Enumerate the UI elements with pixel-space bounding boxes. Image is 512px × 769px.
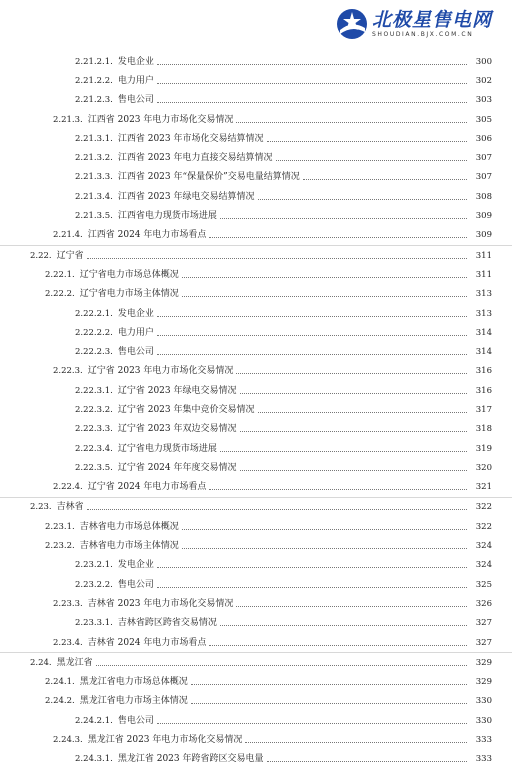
toc-dot-leader <box>157 586 467 588</box>
toc-entry-page: 307 <box>475 172 492 183</box>
toc-entry-number: 2.21.2.1. <box>75 56 113 67</box>
table-of-contents <box>0 52 512 769</box>
toc-entry-title: 江西省 2023 年“保量保价”交易电量结算情况 <box>117 172 300 183</box>
toc-dot-leader <box>87 257 467 259</box>
toc-dot-leader <box>258 198 468 200</box>
toc-entry-number: 2.24.2.1. <box>75 715 113 726</box>
toc-entry-page: 316 <box>475 385 492 396</box>
toc-dot-leader <box>157 566 467 568</box>
toc-entry-number: 2.22.3.5. <box>75 462 113 473</box>
toc-dot-leader <box>220 217 467 219</box>
toc-entry-number: 2.24.1. <box>45 677 75 688</box>
toc-entry-title: 江西省 2023 年电力直接交易结算情况 <box>117 153 273 164</box>
toc-entry-number: 2.22.2.1. <box>75 308 113 319</box>
toc-entry-page: 324 <box>475 560 492 571</box>
toc-entry-title: 发电企业 <box>117 56 154 67</box>
toc-entry[interactable] <box>0 148 512 167</box>
toc-entry[interactable] <box>0 91 512 110</box>
toc-entry-page: 303 <box>475 95 492 106</box>
toc-entry-number: 2.22.3.4. <box>75 443 113 454</box>
toc-entry-title: 辽宁省 2023 年绿电交易情况 <box>117 385 237 396</box>
toc-entry-page: 306 <box>475 133 492 144</box>
toc-entry-number: 2.21.3.1. <box>75 133 113 144</box>
toc-dot-leader <box>157 315 467 317</box>
toc-entry-number: 2.24.3. <box>53 735 83 746</box>
toc-entry-title: 黑龙江省电力市场主体情况 <box>79 696 188 707</box>
toc-entry-title: 辽宁省 2024 年年度交易情况 <box>117 462 237 473</box>
toc-entry[interactable] <box>0 110 512 129</box>
toc-entry-number: 2.24. <box>30 657 52 668</box>
toc-entry-page: 329 <box>475 657 492 668</box>
toc-dot-leader <box>209 236 467 238</box>
toc-entry-number: 2.22.4. <box>53 482 83 493</box>
toc-entry-title: 辽宁省 2024 年电力市场看点 <box>87 482 207 493</box>
toc-dot-leader <box>303 178 467 180</box>
toc-dot-leader <box>182 547 467 549</box>
toc-entry-title: 发电企业 <box>117 308 154 319</box>
toc-dot-leader <box>267 760 468 762</box>
toc-entry-page: 330 <box>475 715 492 726</box>
toc-dot-leader <box>157 334 467 336</box>
toc-entry-number: 2.23.2.2. <box>75 579 113 590</box>
toc-entry-page: 300 <box>475 56 492 67</box>
toc-entry-title: 黑龙江省 2023 年跨省跨区交易电量 <box>117 754 264 765</box>
toc-dot-leader <box>245 741 467 743</box>
toc-entry-page: 309 <box>475 211 492 222</box>
north-star-logo-icon <box>336 8 368 40</box>
toc-dot-leader <box>157 82 467 84</box>
toc-entry-page: 302 <box>475 75 492 86</box>
toc-entry-title: 辽宁省 2023 年双边交易情况 <box>117 424 237 435</box>
toc-entry-number: 2.23. <box>30 502 52 513</box>
toc-dot-leader <box>209 488 467 490</box>
toc-entry-title: 吉林省跨区跨省交易情况 <box>117 618 217 629</box>
toc-entry-number: 2.24.3.1. <box>75 754 113 765</box>
toc-entry-number: 2.23.1. <box>45 521 75 532</box>
toc-entry[interactable] <box>0 614 512 633</box>
toc-entry-page: 311 <box>475 250 492 261</box>
toc-dot-leader <box>157 63 467 65</box>
toc-dot-leader <box>220 624 467 626</box>
toc-dot-leader <box>276 159 468 161</box>
toc-entry-page: 309 <box>475 230 492 241</box>
toc-entry-title: 江西省 2023 年绿电交易结算情况 <box>117 191 255 202</box>
toc-entry-page: 313 <box>475 289 492 300</box>
toc-entry-title: 发电企业 <box>117 560 154 571</box>
toc-entry-page: 322 <box>475 502 492 513</box>
toc-dot-leader <box>236 372 467 374</box>
toc-entry-page: 330 <box>475 696 492 707</box>
toc-entry-title: 黑龙江省 <box>56 657 93 668</box>
toc-entry-page: 318 <box>475 424 492 435</box>
toc-entry[interactable] <box>0 71 512 90</box>
toc-entry-number: 2.21.3.5. <box>75 211 113 222</box>
toc-entry-title: 售电公司 <box>117 715 154 726</box>
toc-entry-page: 307 <box>475 153 492 164</box>
toc-dot-leader <box>157 101 467 103</box>
toc-entry-number: 2.23.3.1. <box>75 618 113 629</box>
toc-entry-number: 2.22.2. <box>45 289 75 300</box>
toc-entry[interactable] <box>0 556 512 575</box>
toc-dot-leader <box>157 722 467 724</box>
toc-entry-title: 吉林省 <box>56 502 84 513</box>
toc-entry-number: 2.22.3.2. <box>75 404 113 415</box>
toc-entry[interactable] <box>0 652 512 672</box>
toc-entry[interactable] <box>0 245 512 265</box>
toc-entry-page: 327 <box>475 618 492 629</box>
toc-entry-title: 江西省 2023 年电力市场化交易情况 <box>87 114 234 125</box>
toc-entry-title: 江西省 2024 年电力市场看点 <box>87 230 207 241</box>
brand-logo <box>336 8 492 40</box>
toc-entry-page: 316 <box>475 366 492 377</box>
toc-entry-number: 2.23.2. <box>45 541 75 552</box>
toc-entry-number: 2.21.2.2. <box>75 75 113 86</box>
toc-dot-leader <box>240 469 468 471</box>
toc-entry[interactable] <box>0 187 512 206</box>
toc-entry-number: 2.21.2.3. <box>75 95 113 106</box>
toc-entry-number: 2.21.3.3. <box>75 172 113 183</box>
toc-entry[interactable] <box>0 458 512 477</box>
toc-entry[interactable] <box>0 381 512 400</box>
toc-entry-page: 325 <box>475 579 492 590</box>
toc-entry-title: 江西省电力现货市场进展 <box>117 211 217 222</box>
toc-entry-title: 吉林省电力市场总体概况 <box>79 521 179 532</box>
brand-url: SHOUDIAN.BJX.COM.CN <box>371 30 474 38</box>
toc-entry-page: 314 <box>475 327 492 338</box>
toc-entry[interactable] <box>0 285 512 304</box>
toc-entry-title: 吉林省 2024 年电力市场看点 <box>87 637 207 648</box>
toc-entry-page: 314 <box>475 347 492 358</box>
toc-entry[interactable] <box>0 478 512 497</box>
toc-entry-title: 辽宁省 2023 年电力市场化交易情况 <box>87 366 234 377</box>
toc-entry-number: 2.22.3. <box>53 366 83 377</box>
toc-entry[interactable] <box>0 594 512 613</box>
toc-entry[interactable] <box>0 673 512 692</box>
toc-entry[interactable] <box>0 536 512 555</box>
toc-dot-leader <box>258 411 468 413</box>
toc-entry-number: 2.21.3.4. <box>75 191 113 202</box>
toc-entry-page: 327 <box>475 637 492 648</box>
toc-entry-page: 320 <box>475 462 492 473</box>
toc-entry[interactable] <box>0 265 512 284</box>
toc-entry[interactable] <box>0 323 512 342</box>
toc-entry-number: 2.22.3.3. <box>75 424 113 435</box>
toc-entry-page: 317 <box>475 404 492 415</box>
toc-dot-leader <box>182 528 467 530</box>
toc-entry-title: 黑龙江省 2023 年电力市场化交易情况 <box>87 735 243 746</box>
toc-entry[interactable] <box>0 168 512 187</box>
toc-entry-title: 辽宁省电力市场总体概况 <box>79 269 179 280</box>
toc-dot-leader <box>267 140 468 142</box>
toc-entry-title: 吉林省电力市场主体情况 <box>79 541 179 552</box>
toc-entry-title: 辽宁省电力现货市场进展 <box>117 443 217 454</box>
toc-entry[interactable] <box>0 304 512 323</box>
toc-dot-leader <box>182 276 467 278</box>
toc-dot-leader <box>220 450 467 452</box>
toc-entry-page: 319 <box>475 443 492 454</box>
toc-entry-title: 辽宁省电力市场主体情况 <box>79 289 179 300</box>
toc-entry-page: 326 <box>475 598 492 609</box>
toc-entry[interactable] <box>0 711 512 730</box>
toc-entry[interactable] <box>0 400 512 419</box>
toc-entry-page: 333 <box>475 735 492 746</box>
toc-entry[interactable] <box>0 362 512 381</box>
toc-entry-page: 313 <box>475 308 492 319</box>
toc-dot-leader <box>87 508 467 510</box>
toc-dot-leader <box>236 605 467 607</box>
toc-entry-page: 311 <box>475 269 492 280</box>
toc-dot-leader <box>240 392 468 394</box>
toc-entry-page: 321 <box>475 482 492 493</box>
toc-entry[interactable] <box>0 439 512 458</box>
toc-entry-page: 322 <box>475 521 492 532</box>
toc-entry-title: 售电公司 <box>117 579 154 590</box>
toc-entry[interactable] <box>0 517 512 536</box>
toc-entry[interactable] <box>0 129 512 148</box>
toc-entry-number: 2.22. <box>30 250 52 261</box>
toc-entry[interactable] <box>0 633 512 652</box>
toc-entry[interactable] <box>0 750 512 769</box>
toc-entry-title: 售电公司 <box>117 95 154 106</box>
toc-entry-number: 2.22.1. <box>45 269 75 280</box>
toc-entry[interactable] <box>0 52 512 71</box>
toc-entry[interactable] <box>0 420 512 439</box>
toc-entry-number: 2.21.4. <box>53 230 83 241</box>
toc-dot-leader <box>191 702 467 704</box>
toc-entry-title: 江西省 2023 年市场化交易结算情况 <box>117 133 264 144</box>
toc-entry-number: 2.22.2.2. <box>75 327 113 338</box>
toc-entry[interactable] <box>0 575 512 594</box>
toc-entry-title: 电力用户 <box>117 327 154 338</box>
toc-entry-number: 2.22.3.1. <box>75 385 113 396</box>
toc-entry-page: 333 <box>475 754 492 765</box>
toc-entry-title: 辽宁省 <box>56 250 84 261</box>
toc-entry-title: 电力用户 <box>117 75 154 86</box>
toc-entry[interactable] <box>0 226 512 245</box>
toc-entry-page: 324 <box>475 541 492 552</box>
toc-dot-leader <box>209 644 467 646</box>
toc-entry-title: 辽宁省 2023 年集中竞价交易情况 <box>117 404 255 415</box>
toc-entry[interactable] <box>0 730 512 749</box>
toc-entry-number: 2.23.4. <box>53 637 83 648</box>
toc-entry-number: 2.22.2.3. <box>75 347 113 358</box>
toc-entry-number: 2.21.3.2. <box>75 153 113 164</box>
toc-entry[interactable] <box>0 692 512 711</box>
toc-entry-page: 308 <box>475 191 492 202</box>
toc-dot-leader <box>157 353 467 355</box>
toc-entry[interactable] <box>0 342 512 361</box>
toc-entry[interactable] <box>0 497 512 517</box>
toc-entry-page: 305 <box>475 114 492 125</box>
toc-dot-leader <box>182 295 467 297</box>
toc-entry[interactable] <box>0 206 512 225</box>
toc-entry-title: 黑龙江省电力市场总体概况 <box>79 677 188 688</box>
brand-name: 北极星售电网 <box>371 8 492 31</box>
toc-dot-leader <box>191 683 467 685</box>
toc-dot-leader <box>240 430 468 432</box>
toc-entry-page: 329 <box>475 677 492 688</box>
toc-dot-leader <box>236 121 467 123</box>
toc-entry-number: 2.21.3. <box>53 114 83 125</box>
toc-entry-number: 2.23.2.1. <box>75 560 113 571</box>
toc-entry-title: 吉林省 2023 年电力市场化交易情况 <box>87 598 234 609</box>
toc-entry-title: 售电公司 <box>117 347 154 358</box>
toc-entry-number: 2.24.2. <box>45 696 75 707</box>
toc-dot-leader <box>96 664 467 666</box>
toc-entry-number: 2.23.3. <box>53 598 83 609</box>
